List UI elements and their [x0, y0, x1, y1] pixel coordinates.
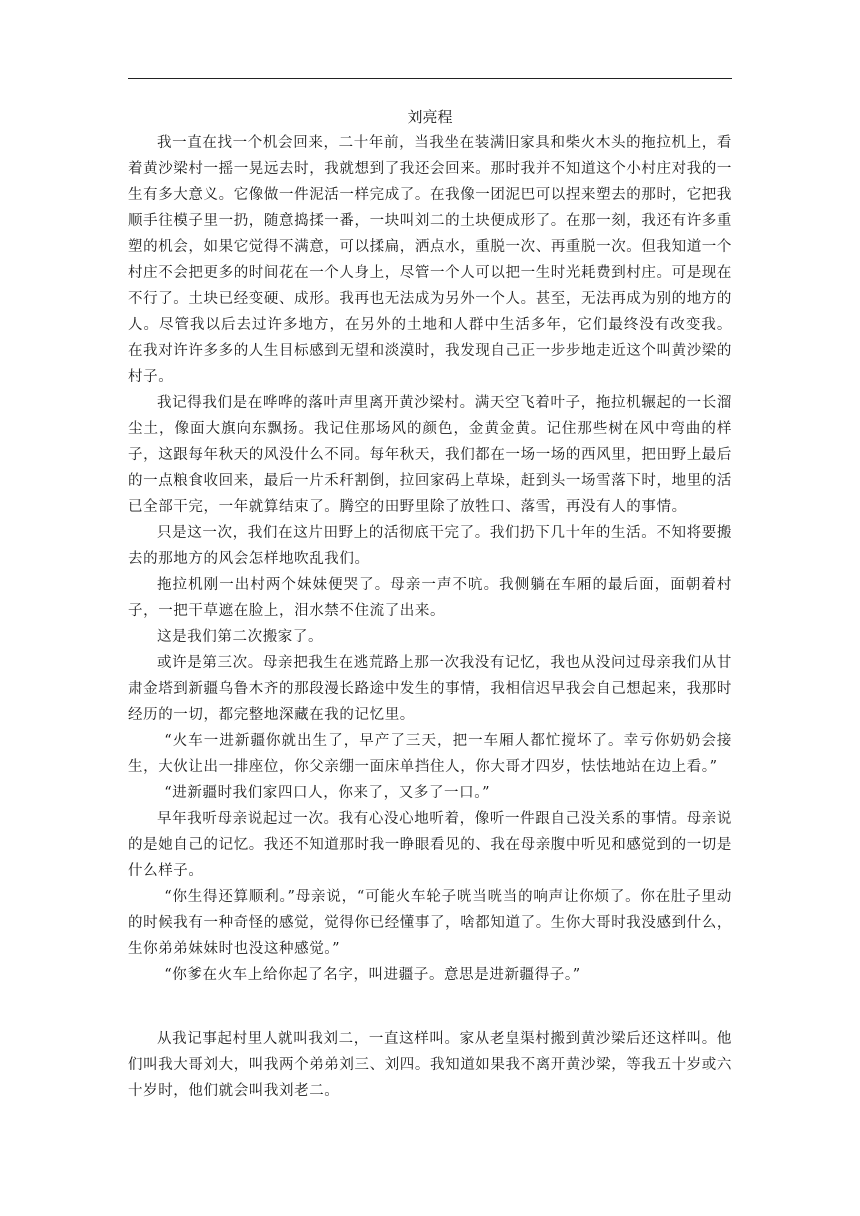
section-break — [128, 988, 732, 1026]
paragraph: 拖拉机刚一出村两个妹妹便哭了。母亲一声不吭。我侧躺在车厢的最后面，面朝着村子，一把干草遮在脸上，泪水禁不住流了出来。 — [128, 577, 732, 619]
quoted-paragraph: “你生得还算顺利。”母亲说，“可能火车轮子咣当咣当的响声让你烦了。你在肚子里动的时候我有一种奇怪的感觉，觉得你已经懂事了，啥都知道了。生你大哥时我没感到什么，生你弟弟妹妹时也没这种感觉。” — [128, 889, 732, 957]
paragraph: 或许是第三次。母亲把我生在逃荒路上那一次我没有记忆，我也从没问过母亲我们从甘肃金塔到新疆乌鲁木齐的那段漫长路途中发生的事情，我相信迟早我会自己想起来，我那时经历的一切，都完整地深藏在我的记忆里。 — [128, 655, 732, 723]
paragraph: 这是我们第二次搬家了。 — [157, 629, 324, 645]
quoted-paragraph: “火车一进新疆你就出生了，早产了三天，把一车厢人都忙搅坏了。幸亏你奶奶会接生，大伙让出一排座位，你父亲绷一面床单挡住人，你大哥才四岁，怯怯地站在边上看。” — [128, 733, 732, 775]
paragraph: 从我记事起村里人就叫我刘二，一直这样叫。家从老皇渠村搬到黄沙梁后还这样叫。他们叫我大哥刘大，叫我两个弟弟刘三、刘四。我知道如果我不离开黄沙梁，等我五十岁或六十岁时，他们就会叫我刘老二。 — [128, 1031, 732, 1099]
paragraph: 我记得我们是在哗哗的落叶声里离开黄沙梁村。满天空飞着叶子，拖拉机辗起的一长溜尘土，像面大旗向东飘扬。我记住那场风的颜色，金黄金黄。记住那些树在风中弯曲的样子，这跟每年秋天的风没什么不同。每年秋天，我们都在一场一场的西风里，把田野上最后的一点粮食收回来，最后一片禾秆割倒，拉回家码上草垛，赶到头一场雪落下时，地里的活已全部干完，一年就算结束了。腾空的田野里除了放牲口、落雪，再没有人的事情。 — [128, 395, 732, 515]
header-rule — [128, 78, 732, 79]
quoted-paragraph: “进新疆时我们家四口人，你来了，又多了一口。” — [164, 785, 491, 801]
quoted-paragraph: “你爹在火车上给你起了名字，叫进疆子。意思是进新疆得子。” — [164, 967, 581, 983]
paragraph: 我一直在找一个机会回来，二十年前，当我坐在装满旧家具和柴火木头的拖拉机上，看着黄沙梁村一摇一晃远去时，我就想到了我还会回来。那时我并不知道这个小村庄对我的一生有多大意义。它像做一件泥活一样完成了。在我像一团泥巴可以捏来塑去的那时，它把我顺手往模子里一扔，随意捣揉一番，一块叫刘二的土块便成形了。在那一刻，我还有许多重塑的机会，如果它觉得不满意，可以揉扁，洒点水，重脱一次、再重脱一次。但我知道一个村庄不会把更多的时间花在一个人身上，尽管一个人可以把一生时光耗费到村庄。可是现在不行了。土块已经变硬、成形。我再也无法成为另外一个人。甚至，无法再成为别的地方的人。尽管我以后去过许多地方，在另外的土地和人群中生活多年，它们最终没有改变我。 在我对许许多多的人生目标感到无望和淡漠时，我发现自己正一步步地走近这个叫黄沙梁的村子。 — [128, 135, 732, 385]
paragraph: 只是这一次，我们在这片田野上的活彻底干完了。我们扔下几十年的生活。不知将要搬去的那地方的风会怎样地吹乱我们。 — [128, 525, 732, 567]
author-name: 刘亮程 — [407, 108, 453, 126]
document-body — [128, 104, 732, 1104]
paragraph: 早年我听母亲说起过一次。我有心没心地听着，像听一件跟自己没关系的事情。母亲说的是她自己的记忆。我还不知道那时我一睁眼看见的、我在母亲腹中听见和感觉到的一切是什么样子。 — [128, 811, 732, 879]
